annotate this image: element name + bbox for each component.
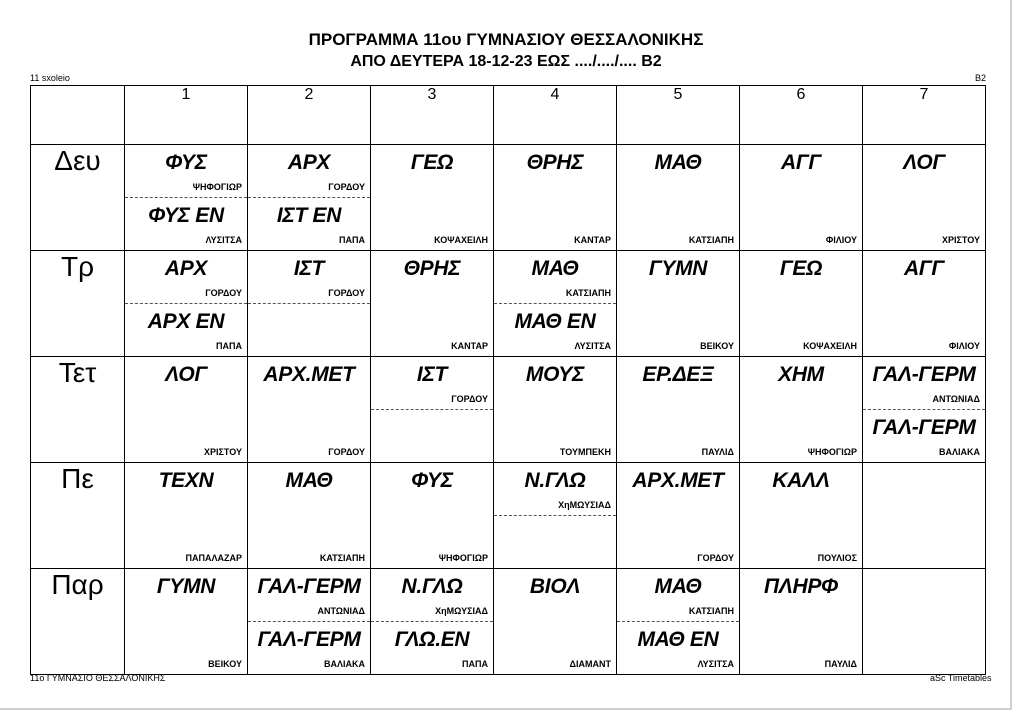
subject-name: Ν.ΓΛΩ xyxy=(524,469,586,492)
lesson-full xyxy=(371,145,493,250)
lesson-top-group xyxy=(371,569,493,621)
subject-name: ΜΑΘ ΕΝ xyxy=(637,628,719,651)
subject-name: ΑΡΧ.ΜΕΤ xyxy=(263,363,355,386)
lesson-top-group xyxy=(494,463,616,515)
subject-name: ΓΑΛ-ΓΕΡΜ xyxy=(872,416,976,439)
day-row xyxy=(31,569,986,675)
lesson-bottom-group xyxy=(125,303,247,356)
day-row xyxy=(31,357,986,463)
period-header-1: 1 xyxy=(125,86,248,145)
lesson-cell xyxy=(617,569,740,675)
lesson-full xyxy=(125,463,247,568)
subject-name: ΑΡΧ xyxy=(287,151,331,174)
teacher-name: ΦΙΛΙΟΥ xyxy=(948,341,980,351)
lesson-cell xyxy=(248,463,371,569)
lesson-cell xyxy=(371,357,494,463)
lesson-bottom-group xyxy=(371,621,493,674)
teacher-name: ΨΗΦΟΓΙΩΡ xyxy=(438,553,488,563)
lesson-cell xyxy=(371,145,494,251)
period-header-7: 7 xyxy=(863,86,986,145)
lesson-cell xyxy=(371,569,494,675)
lesson-top-group xyxy=(248,569,370,621)
lesson-full xyxy=(371,251,493,356)
subject-name: ΜΟΥΣ xyxy=(525,363,585,386)
lesson-cell xyxy=(125,569,248,675)
period-header-4: 4 xyxy=(494,86,617,145)
teacher-name: ΚΑΝΤΑΡ xyxy=(574,235,611,245)
subject-name: ΑΡΧ.ΜΕΤ xyxy=(632,469,724,492)
subject-name: ΓΕΩ xyxy=(779,257,823,280)
footer-school-name: 11ο ΓΥΜΝΑΣΙΟ ΘΕΣΣΑΛΟΝΙΚΗΣ xyxy=(30,673,166,683)
subject-name: ΕΡ.ΔΕΞ xyxy=(642,363,714,386)
lesson-cell xyxy=(863,251,986,357)
teacher-name: ΠΑΥΛΙΔ xyxy=(701,447,734,457)
period-header-2: 2 xyxy=(248,86,371,145)
teacher-name: ΓΟΡΔΟΥ xyxy=(205,288,242,298)
teacher-name: ΓΟΡΔΟΥ xyxy=(697,553,734,563)
lesson-full xyxy=(617,251,739,356)
teacher-name: ΛΥΣΙΤΣΑ xyxy=(205,235,242,245)
school-code-label: 11 sxoleio xyxy=(30,73,70,83)
teacher-name: ΓΟΡΔΟΥ xyxy=(328,447,365,457)
day-label: Πε xyxy=(31,463,125,569)
timetable-grid xyxy=(30,85,986,675)
subject-name: ΓΑΛ-ΓΕΡΜ xyxy=(257,628,361,651)
lesson-cell xyxy=(248,145,371,251)
subject-name: ΑΓΓ xyxy=(781,151,821,174)
teacher-name: ΚΑΤΣΙΑΠΗ xyxy=(319,553,365,563)
period-header-6: 6 xyxy=(740,86,863,145)
teacher-name: ΒΑΛΙΑΚΑ xyxy=(323,659,365,669)
subject-name: ΑΓΓ xyxy=(904,257,944,280)
period-header-5: 5 xyxy=(617,86,740,145)
lesson-bottom-group xyxy=(248,303,370,356)
teacher-name: ΚΑΤΣΙΑΠΗ xyxy=(565,288,611,298)
lesson-full xyxy=(494,357,616,462)
page-edge-right xyxy=(1010,0,1012,710)
subject-name: ΑΡΧ xyxy=(164,257,208,280)
lesson-cell xyxy=(248,569,371,675)
lesson-cell xyxy=(371,463,494,569)
day-label: Παρ xyxy=(31,569,125,675)
lesson-cell xyxy=(863,145,986,251)
day-label: Τρ xyxy=(31,251,125,357)
lesson-cell xyxy=(740,251,863,357)
lesson-full xyxy=(125,569,247,674)
lesson-top-group xyxy=(248,145,370,197)
subject-name: Ν.ΓΛΩ xyxy=(401,575,463,598)
lesson-cell xyxy=(863,569,986,675)
teacher-name: ΛΥΣΙΤΣΑ xyxy=(574,341,611,351)
period-header-3: 3 xyxy=(371,86,494,145)
lesson-full xyxy=(617,357,739,462)
lesson-full xyxy=(740,463,862,568)
teacher-name: ΒΑΛΙΑΚΑ xyxy=(938,447,980,457)
subject-name: ΙΣΤ xyxy=(293,257,325,280)
lesson-top-group xyxy=(863,357,985,409)
subject-name: ΠΛΗΡΦ xyxy=(763,575,839,598)
lesson-full xyxy=(248,463,370,568)
lesson-cell xyxy=(617,145,740,251)
teacher-name: ΠΑΠΑΛΑΖΑΡ xyxy=(185,553,242,563)
day-row xyxy=(31,463,986,569)
lesson-cell xyxy=(740,357,863,463)
day-label: Τετ xyxy=(31,357,125,463)
lesson-full xyxy=(617,145,739,250)
lesson-cell xyxy=(740,463,863,569)
lesson-full xyxy=(617,463,739,568)
day-label: Δευ xyxy=(31,145,125,251)
lesson-full xyxy=(740,357,862,462)
lesson-cell xyxy=(125,357,248,463)
subject-name: ΒΙΟΛ xyxy=(529,575,581,598)
teacher-name: ΚΟΨΑΧΕΙΛΗ xyxy=(803,341,857,351)
lesson-cell xyxy=(494,463,617,569)
teacher-name: ΔΙΑΜΑΝΤ xyxy=(569,659,611,669)
lesson-full xyxy=(740,569,862,674)
lesson-bottom-group xyxy=(494,303,616,356)
teacher-name: ΓΟΡΔΟΥ xyxy=(328,288,365,298)
lesson-full xyxy=(125,357,247,462)
subject-name: ΜΑΘ xyxy=(285,469,333,492)
lesson-cell xyxy=(494,251,617,357)
subject-name: ΛΟΓ xyxy=(903,151,945,174)
teacher-name: ΠΑΥΛΙΔ xyxy=(824,659,857,669)
subject-name: ΓΑΛ-ΓΕΡΜ xyxy=(872,363,976,386)
subject-name: ΤΕΧΝ xyxy=(158,469,214,492)
lesson-bottom-group xyxy=(248,197,370,250)
teacher-name: ΠΑΠΑ xyxy=(462,659,488,669)
footer-software-credit: aSc Timetables xyxy=(930,673,992,683)
lesson-bottom-group xyxy=(617,621,739,674)
lesson-cell xyxy=(740,569,863,675)
teacher-name: ΠΑΠΑ xyxy=(216,341,242,351)
lesson-cell xyxy=(617,251,740,357)
day-row xyxy=(31,145,986,251)
subject-name: ΧΗΜ xyxy=(778,363,824,386)
subject-name: ΦΥΣ xyxy=(165,151,207,174)
class-code-label: B2 xyxy=(975,73,987,83)
teacher-name: ΚΟΨΑΧΕΙΛΗ xyxy=(434,235,488,245)
lesson-cell xyxy=(494,569,617,675)
teacher-name: ΛΥΣΙΤΣΑ xyxy=(697,659,734,669)
subject-name: ΙΣΤ xyxy=(416,363,448,386)
lesson-bottom-group xyxy=(494,515,616,568)
subject-name: ΜΑΘ xyxy=(654,575,702,598)
lesson-top-group xyxy=(248,251,370,303)
lesson-top-group xyxy=(125,145,247,197)
subject-name: ΛΟΓ xyxy=(165,363,207,386)
lesson-full xyxy=(248,357,370,462)
teacher-name: ΧΡΙΣΤΟΥ xyxy=(204,447,242,457)
teacher-name: ΚΑΤΣΙΑΠΗ xyxy=(688,606,734,616)
teacher-name: ΚΑΝΤΑΡ xyxy=(451,341,488,351)
lesson-cell xyxy=(125,463,248,569)
lesson-full xyxy=(494,569,616,674)
page-title: ΠΡΟΓΡΑΜΜΑ 11ου ΓΥΜΝΑΣΙΟΥ ΘΕΣΣΑΛΟΝΙΚΗΣ xyxy=(308,30,704,49)
lesson-full xyxy=(740,251,862,356)
period-header-row xyxy=(31,86,986,145)
lesson-bottom-group xyxy=(371,409,493,462)
teacher-name: ΓΟΡΔΟΥ xyxy=(328,182,365,192)
teacher-name: ΑΝΤΩΝΙΑΔ xyxy=(317,606,365,616)
lesson-cell xyxy=(617,463,740,569)
teacher-name: ΠΟΥΛΙΟΣ xyxy=(817,553,857,563)
page-subtitle: ΑΠΟ ΔΕΥΤΕΡΑ 18-12-23 ΕΩΣ ..../..../.... Β2 xyxy=(350,53,662,70)
teacher-name: ΑΝΤΩΝΙΑΔ xyxy=(932,394,980,404)
subject-name: ΘΡΗΣ xyxy=(526,151,584,174)
lesson-full xyxy=(371,463,493,568)
teacher-name: ΠΑΠΑ xyxy=(339,235,365,245)
lesson-cell xyxy=(494,357,617,463)
teacher-name: ΧηΜΩΥΣΙΑΔ xyxy=(558,500,611,510)
teacher-name: ΨΗΦΟΓΙΩΡ xyxy=(192,182,242,192)
teacher-name: ΨΗΦΟΓΙΩΡ xyxy=(807,447,857,457)
lesson-full xyxy=(494,145,616,250)
lesson-full xyxy=(863,145,985,250)
lesson-cell xyxy=(125,251,248,357)
subject-name: ΓΥΜΝ xyxy=(648,257,708,280)
lesson-bottom-group xyxy=(248,621,370,674)
lesson-top-group xyxy=(371,357,493,409)
subject-name: ΓΛΩ.ΕΝ xyxy=(394,628,470,651)
day-row xyxy=(31,251,986,357)
teacher-name: ΧΡΙΣΤΟΥ xyxy=(942,235,980,245)
lesson-cell xyxy=(863,463,986,569)
subject-name: ΦΥΣ ΕΝ xyxy=(148,204,224,227)
lesson-cell xyxy=(863,357,986,463)
lesson-cell xyxy=(248,357,371,463)
teacher-name: ΦΙΛΙΟΥ xyxy=(825,235,857,245)
teacher-name: ΓΟΡΔΟΥ xyxy=(451,394,488,404)
teacher-name: ΧηΜΩΥΣΙΑΔ xyxy=(435,606,488,616)
subject-name: ΘΡΗΣ xyxy=(403,257,461,280)
lesson-cell xyxy=(371,251,494,357)
subject-name: ΙΣΤ ΕΝ xyxy=(276,204,342,227)
corner-cell xyxy=(31,86,125,145)
page-edge-bottom xyxy=(0,708,1012,710)
subject-name: ΚΑΛΛ xyxy=(772,469,830,492)
lesson-full xyxy=(740,145,862,250)
lesson-cell xyxy=(248,251,371,357)
subject-name: ΜΑΘ xyxy=(531,257,579,280)
subject-name: ΓΑΛ-ΓΕΡΜ xyxy=(257,575,361,598)
lesson-full xyxy=(863,251,985,356)
subject-name: ΓΕΩ xyxy=(410,151,454,174)
lesson-bottom-group xyxy=(863,409,985,462)
lesson-cell xyxy=(494,145,617,251)
subject-name: ΦΥΣ xyxy=(411,469,453,492)
teacher-name: ΤΟΥΜΠΕΚΗ xyxy=(559,447,611,457)
lesson-bottom-group xyxy=(125,197,247,250)
subject-name: ΜΑΘ xyxy=(654,151,702,174)
lesson-cell xyxy=(617,357,740,463)
teacher-name: ΒΕΙΚΟΥ xyxy=(208,659,242,669)
teacher-name: ΒΕΙΚΟΥ xyxy=(700,341,734,351)
lesson-top-group xyxy=(617,569,739,621)
subject-name: ΓΥΜΝ xyxy=(156,575,216,598)
lesson-top-group xyxy=(494,251,616,303)
lesson-top-group xyxy=(125,251,247,303)
lesson-cell xyxy=(740,145,863,251)
subject-name: ΜΑΘ ΕΝ xyxy=(514,310,596,333)
subject-name: ΑΡΧ ΕΝ xyxy=(147,310,225,333)
teacher-name: ΚΑΤΣΙΑΠΗ xyxy=(688,235,734,245)
lesson-cell xyxy=(125,145,248,251)
